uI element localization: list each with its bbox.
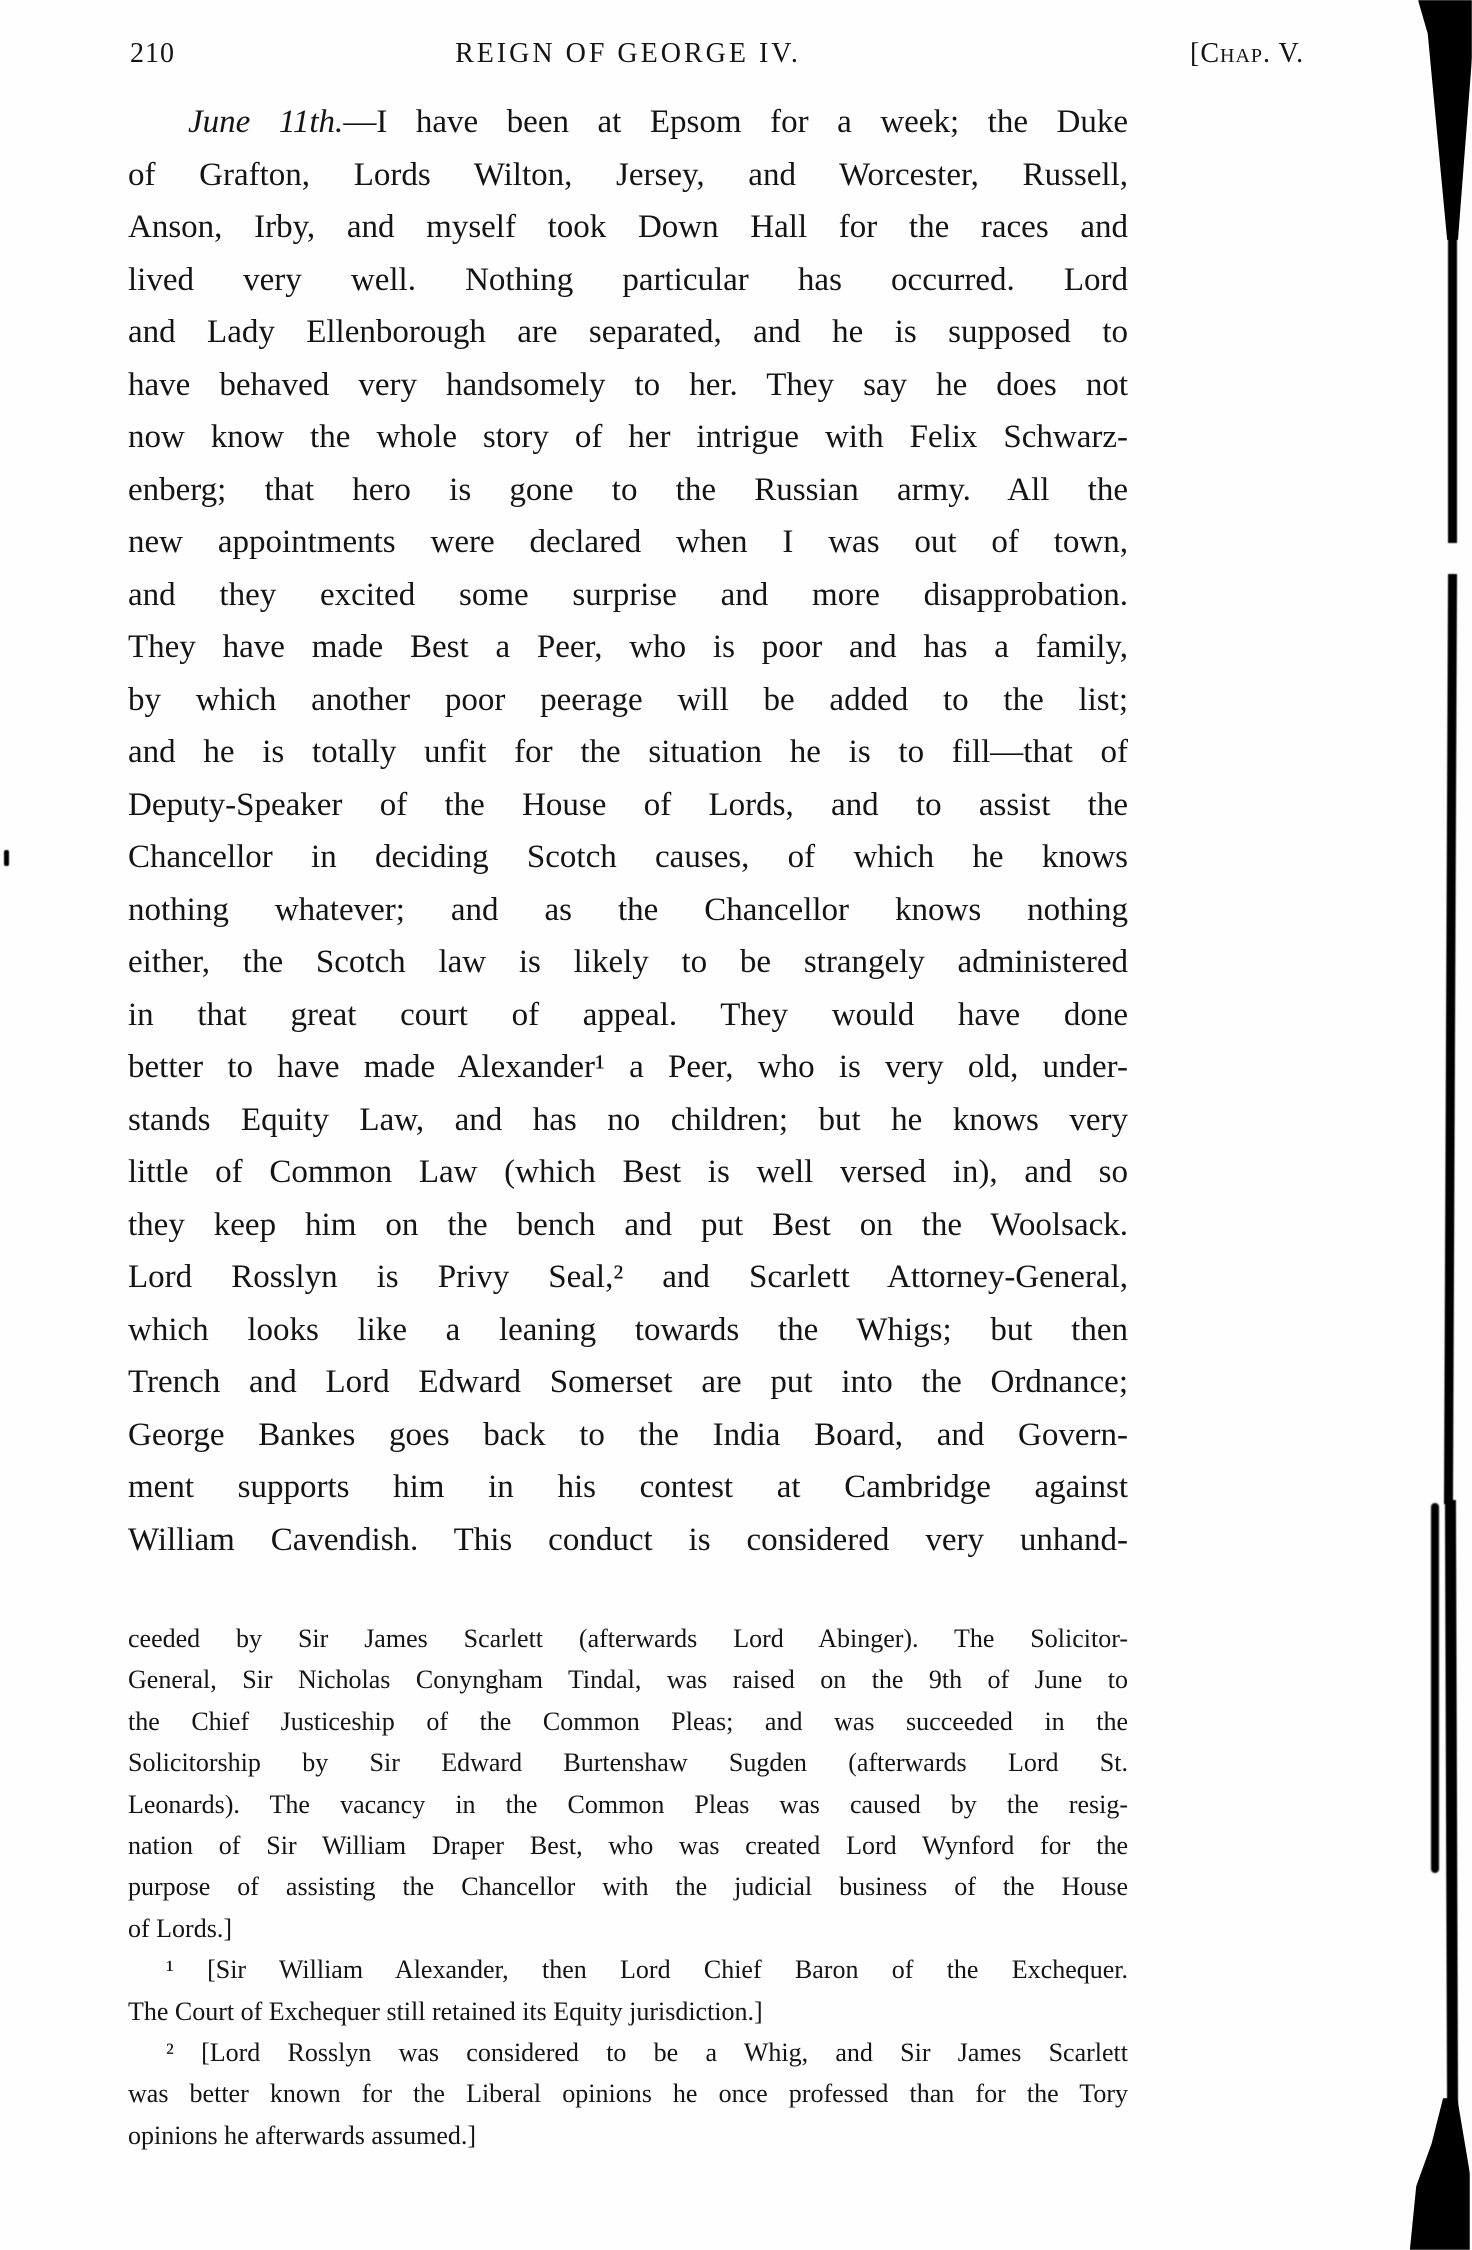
text-line: have behaved very handsomely to her. They say he does not [128,366,1128,403]
text-line: either, the Scotch law is likely to be strangely administered [128,944,1128,980]
text-line: Lord Rosslyn is Privy Seal,² and Scarlett Attorney-General, [128,1259,1128,1295]
text-line: enberg; that hero is gone to the Russian army. All the [128,471,1128,508]
scan-artifact-left-speck [4,850,9,866]
scan-artifact-edge-streak [1448,236,1457,543]
page-number: 210 [130,38,175,69]
footnote-line: Leonards). The vacancy in the Common Pleas was caused by the resig- [128,1789,1128,1819]
text-line: Deputy-Speaker of the House of Lords, and to assist the [128,786,1128,823]
text-line: stands Equity Law, and has no children; but he knows very [128,1101,1128,1138]
text-line: by which another poor peerage will be added to the list; [128,681,1128,718]
text-line: and they excited some surprise and more disapprobation. [128,576,1128,613]
footnote-line: the Chief Justiceship of the Common Pleas; and was succeeded in the [128,1706,1128,1736]
footnote-2 [128,2032,1128,2156]
scan-artifact-edge-streak [1445,1500,1458,2110]
scan-artifact-edge-streak [1444,574,1457,1504]
text-line: ment supports him in his contest at Cambridge against [128,1469,1128,1505]
footnote-continuation [128,1618,1128,1949]
text-line: William Cavendish. This conduct is considered very unhand- [128,1521,1128,1558]
footnote-line: opinions he afterwards assumed.] [128,2120,477,2150]
scan-artifact-bottom-corner [1406,2098,1470,2250]
running-head-title: REIGN OF GEORGE IV. [455,38,801,69]
scan-artifact-edge-streak [1431,1503,1439,1873]
text-line: lived very well. Nothing particular has occurred. Lord [128,261,1128,298]
text-line: better to have made Alexander¹ a Peer, who is very old, under- [128,1049,1128,1085]
footnote-1 [128,1949,1128,2032]
footnote-line: ¹ [Sir William Alexander, then Lord Chief Baron of the Exchequer. [166,1955,1128,1985]
footnote-line: nation of Sir William Draper Best, who was created Lord Wynford for the [128,1831,1128,1861]
text-line: in that great court of appeal. They would have done [128,996,1128,1033]
text-line: They have made Best a Peer, who is poor and has a family, [128,629,1128,665]
footnote-line: The Court of Exchequer still retained its Equity jurisdiction.] [128,1996,763,2026]
entry-date: June 11th. [188,104,344,140]
text-line: George Bankes goes back to the India Board, and Govern- [128,1416,1128,1453]
footnotes-block [128,1618,1128,2156]
footnote-line: was better known for the Liberal opinions he once professed than for the Tory [128,2079,1128,2109]
text-line: Chancellor in deciding Scotch causes, of which he knows [128,839,1128,875]
text-line: little of Common Law (which Best is well versed in), and so [128,1154,1128,1190]
footnote-line: Solicitorship by Sir Edward Burtenshaw Sugden (afterwards Lord St. [128,1748,1128,1778]
paragraph-opening-line [128,96,1128,149]
text-line: new appointments were declared when I was out of town, [128,524,1128,560]
running-head-chapter: [Chap. V. [1190,38,1305,69]
footnote-line: General, Sir Nicholas Conyngham Tindal, was raised on the 9th of June to [128,1665,1128,1695]
text-line: they keep him on the bench and put Best on the Woolsack. [128,1206,1128,1243]
text-line: and Lady Ellenborough are separated, and he is supposed to [128,314,1128,350]
running-head [128,36,1305,76]
text-line: nothing whatever; and as the Chancellor knows nothing [128,891,1128,928]
paragraph-lines [128,149,1128,1567]
main-paragraph [128,96,1128,1566]
footnote-line: of Lords.] [128,1913,232,1943]
footnote-line: ceeded by Sir James Scarlett (afterwards Lord Abinger). The Solicitor- [128,1624,1128,1653]
text-line: and he is totally unfit for the situation he is to fill—that of [128,734,1128,770]
opening-line-text: —I have been at Epsom for a week; the Duke [343,104,1128,140]
footnote-line: ² [Lord Rosslyn was considered to be a Whig, and Sir James Scarlett [166,2038,1128,2068]
text-line: Trench and Lord Edward Somerset are put into the Ordnance; [128,1364,1128,1400]
text-line: Anson, Irby, and myself took Down Hall for the races and [128,209,1128,245]
scan-artifact-top-corner [1418,0,1472,240]
text-line: which looks like a leaning towards the Whigs; but then [128,1311,1128,1348]
text-line: of Grafton, Lords Wilton, Jersey, and Worcester, Russell, [128,156,1128,193]
text-line: now know the whole story of her intrigue with Felix Schwarz- [128,419,1128,455]
footnote-line: purpose of assisting the Chancellor with the judicial business of the House [128,1872,1128,1902]
